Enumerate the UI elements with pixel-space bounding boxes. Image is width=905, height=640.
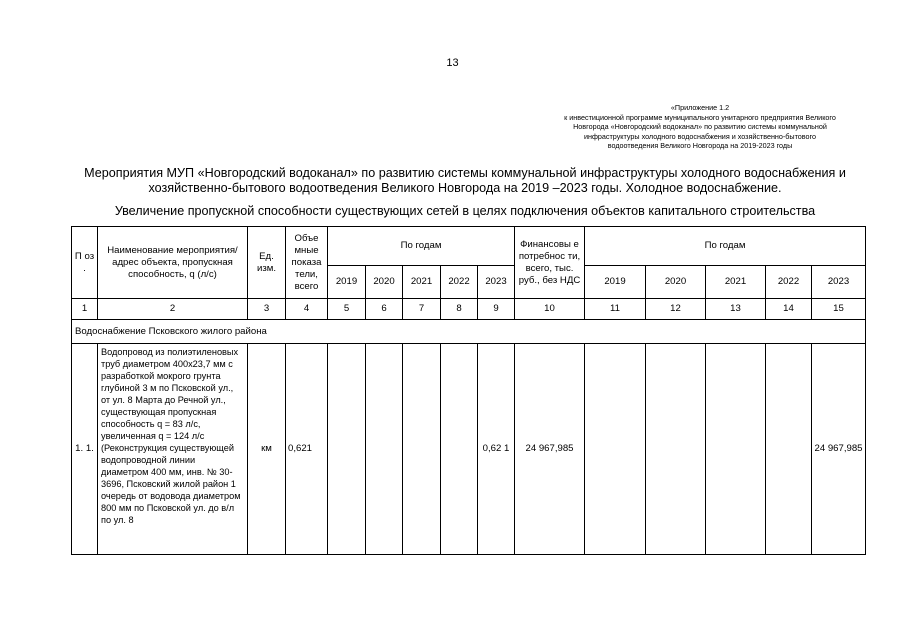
column-number: 3 [248, 299, 286, 320]
section-title: Водоснабжение Псковского жилого района [72, 320, 866, 344]
appendix-line: к инвестиционной программе муниципального унитарного предприятия Великого [564, 112, 836, 122]
column-numbers-row [72, 299, 866, 320]
section-row [72, 320, 866, 344]
header-year: 2022 [766, 266, 812, 299]
column-number: 13 [706, 299, 766, 320]
cell-2022 [441, 344, 478, 555]
header-unit: Ед. изм. [248, 227, 286, 299]
header-pos: П оз . [72, 227, 98, 299]
cell-2020 [366, 344, 403, 555]
appendix-line: Новгорода «Новгородский водоканал» по развитию системы коммунальной [573, 122, 827, 131]
cell-unit: км [248, 344, 286, 555]
header-year: 2021 [403, 266, 441, 299]
cell-2021 [403, 344, 441, 555]
appendix-line: «Приложение 1.2 [670, 103, 730, 112]
column-number: 6 [366, 299, 403, 320]
document-title [60, 166, 870, 196]
header-year: 2023 [478, 266, 515, 299]
header-volume: Объе мные показа тели, всего [286, 227, 328, 299]
header-year: 2019 [328, 266, 366, 299]
column-number: 2 [98, 299, 248, 320]
page-number: 13 [446, 57, 459, 69]
appendix-line: инфраструктуры холодного водоснабжения и хозяйственно-бытового [584, 131, 816, 141]
header-by-years-financing: По годам [585, 227, 866, 266]
cell-financing: 24 967,985 [515, 344, 585, 555]
column-number: 5 [328, 299, 366, 320]
cell-fin-2019 [585, 344, 646, 555]
cell-fin-2023: 24 967,985 [812, 344, 866, 555]
cell-fin-2020 [646, 344, 706, 555]
header-year: 2021 [706, 266, 766, 299]
column-number: 4 [286, 299, 328, 320]
appendix-line: водоотведения Великого Новгорода на 2019-2023 годы [607, 141, 793, 150]
header-year: 2019 [585, 266, 646, 299]
measures-table [71, 226, 866, 555]
header-year: 2020 [646, 266, 706, 299]
cell-description: Водопровод из полиэтиленовых труб диаметром 400х23,7 мм с разработкой мокрого грунта глубиной 3 м по Псковской ул., от ул. 8 Марта до Речной ул., существующая пропускная способность q = 83 л/с, увеличенная q = 124 л/с (Реконструкция существующей водопроводной линии диаметром 400 мм, инв. № 30-3696, Псковский жилой район 1 очередь от водовода диаметром 800 мм по Псковской ул. до в/л по ул. 8 [98, 344, 248, 555]
header-name: Наименование мероприятия/адрес объекта, пропускная способность, q (л/с) [98, 227, 248, 299]
cell-fin-2022 [766, 344, 812, 555]
table-row [72, 344, 866, 555]
column-number: 8 [441, 299, 478, 320]
header-row [72, 227, 866, 266]
appendix-note [520, 103, 880, 151]
column-number: 11 [585, 299, 646, 320]
cell-2023: 0,62 1 [478, 344, 515, 555]
header-by-years: По годам [328, 227, 515, 266]
cell-volume: 0,621 [286, 344, 328, 555]
column-number: 15 [812, 299, 866, 320]
header-year: 2022 [441, 266, 478, 299]
header-year: 2023 [812, 266, 866, 299]
cell-fin-2021 [706, 344, 766, 555]
header-year: 2020 [366, 266, 403, 299]
title-line: хозяйственно-бытового водоотведения Великого Новгорода на 2019 –2023 годы. Холодное водоснабжение. [148, 181, 782, 195]
column-number: 9 [478, 299, 515, 320]
header-financing: Финансовы е потребнос ти, всего, тыс. руб., без НДС [515, 227, 585, 299]
cell-2019 [328, 344, 366, 555]
column-number: 7 [403, 299, 441, 320]
title-line: Мероприятия МУП «Новгородский водоканал» по развитию системы коммунальной инфраструктуры холодного водоснабжения и [84, 166, 846, 180]
column-number: 12 [646, 299, 706, 320]
cell-pos: 1. 1. [72, 344, 98, 555]
column-number: 10 [515, 299, 585, 320]
column-number: 14 [766, 299, 812, 320]
document-subtitle: Увеличение пропускной способности существующих сетей в целях подключения объектов капитального строительства [114, 204, 816, 218]
column-number: 1 [72, 299, 98, 320]
